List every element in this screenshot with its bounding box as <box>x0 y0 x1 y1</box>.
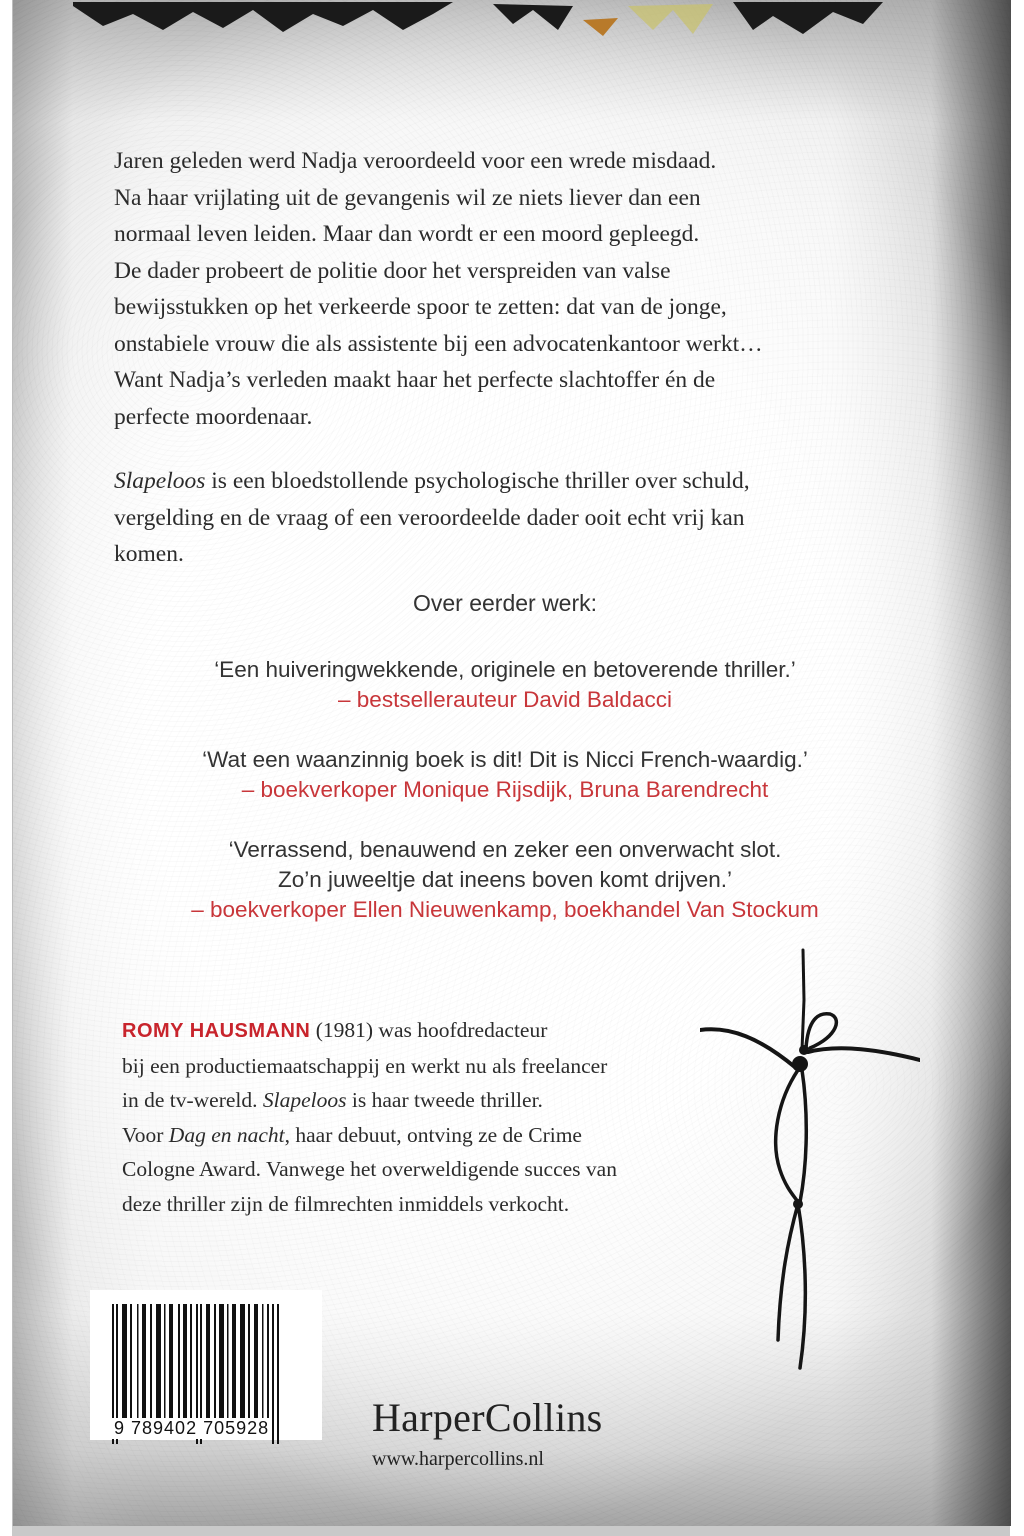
bio-line: bij een productiemaatschappij en werkt nu als freelancer <box>122 1053 608 1078</box>
bio-line: deze thriller zijn de filmrechten inmiddels verkocht. <box>122 1191 570 1216</box>
quote-attribution: – boekverkoper Ellen Nieuwenkamp, boekhandel Van Stockum <box>191 897 819 922</box>
quote-attribution: – boekverkoper Monique Rijsdijk, Bruna Barendrecht <box>241 777 769 802</box>
blurb-line: De dader probeert de politie door het verspreiden van valse <box>114 257 671 284</box>
bio-line <box>122 1083 682 1118</box>
blurb-line: perfecte moordenaar. <box>114 403 313 430</box>
torn-top-edge <box>13 0 1011 44</box>
book-title-italic: Slapeloos <box>114 468 206 494</box>
bio-line <box>122 1013 682 1049</box>
blurb-paragraph-1 <box>114 143 894 435</box>
bio-text: (1981) was hoofdredacteur <box>310 1018 548 1042</box>
blurb-line: bewijsstukken op het verkeerde spoor te zetten: dat van de jonge, <box>114 294 727 320</box>
quote-text: ‘Wat een waanzinnig boek is dit! Dit is Nicci French-waardig.’ <box>202 747 808 772</box>
blurb-line <box>114 463 894 500</box>
quote-text: ‘Een huiveringwekkende, originele en betoverende thriller.’ <box>214 657 796 682</box>
quote-text: Zo’n juweeltje dat ineens boven komt drijven.’ <box>278 867 732 892</box>
blurb-line: Want Nadja’s verleden maakt haar het perfecte slachtoffer én de <box>114 367 716 393</box>
bio-text: is haar tweede thriller. <box>346 1088 543 1112</box>
blurb-line: komen. <box>114 541 184 567</box>
bio-text: Voor <box>122 1122 169 1147</box>
review-quote <box>0 655 1010 715</box>
review-quote <box>0 745 1010 805</box>
blurb-line: onstabiele vrouw die als assistente bij een advocatenkantoor werkt… <box>114 330 763 357</box>
author-name: ROMY HAUSMANN <box>122 1020 311 1042</box>
publisher-url[interactable]: www.harpercollins.nl <box>372 1448 544 1470</box>
bio-line <box>122 1118 682 1153</box>
twig-figure-icon <box>700 940 920 1380</box>
quote-attribution: – bestsellerauteur David Baldacci <box>338 687 672 712</box>
bio-text: in de tv-wereld. <box>122 1088 263 1112</box>
bio-text: , haar debuut, ontving ze de Crime <box>284 1122 582 1147</box>
book-title-italic: Slapeloos <box>262 1088 347 1112</box>
author-bio <box>122 1013 682 1221</box>
bio-line: Cologne Award. Vanwege het overweldigende succes van <box>122 1157 617 1181</box>
blurb-text: is een bloedstollende psychologische thriller over schuld, <box>205 468 750 494</box>
reviews-heading: Over eerder werk: <box>412 590 598 616</box>
isbn-number: 9 789402 705928 <box>114 1418 270 1438</box>
publisher-logo: HarperCollins <box>372 1395 603 1440</box>
cover-bottom-edge <box>12 1526 1010 1536</box>
blurb-line: Na haar vrijlating uit de gevangenis wil ze niets liever dan een <box>114 184 701 211</box>
blurb-paragraph-2 <box>114 463 894 573</box>
blurb-line: Jaren geleden werd Nadja veroordeeld voor een wrede misdaad. <box>114 148 717 174</box>
debut-title-italic: Dag en nacht <box>168 1122 285 1147</box>
quote-text: ‘Verrassend, benauwend en zeker een onverwacht slot. <box>228 837 782 862</box>
blurb-line: vergelding en de vraag of een veroordeelde dader ooit echt vrij kan <box>114 504 745 531</box>
blurb-line: normaal leven leiden. Maar dan wordt er een moord gepleegd. <box>114 221 700 247</box>
review-quote <box>0 835 1010 925</box>
